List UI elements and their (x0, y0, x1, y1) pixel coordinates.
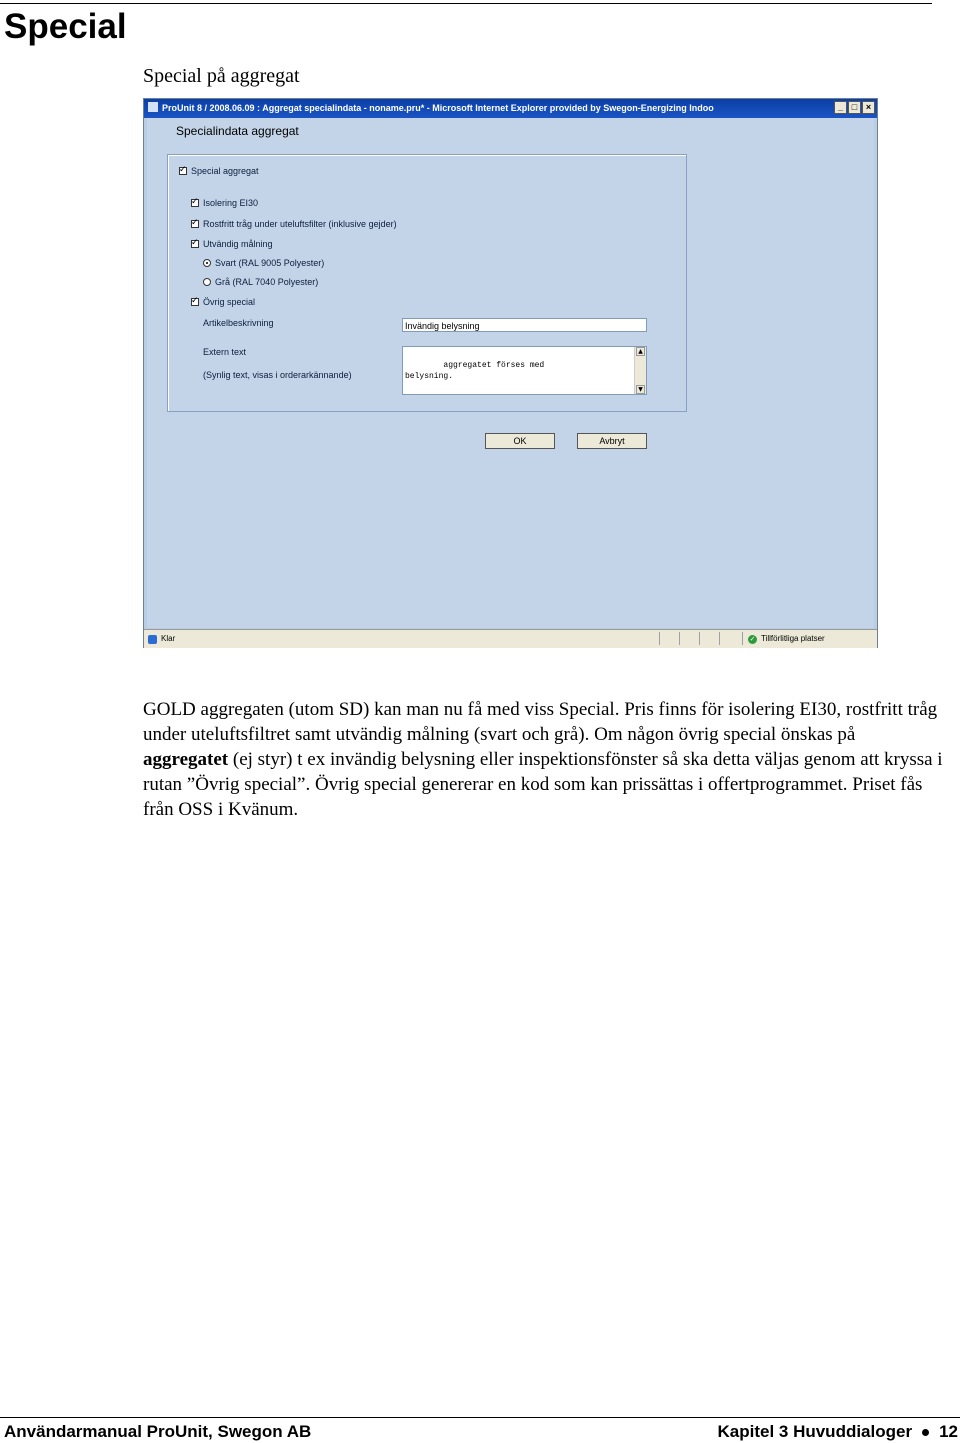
svart-label: Svart (RAL 9005 Polyester) (215, 258, 325, 268)
isolering-checkbox[interactable] (191, 199, 199, 207)
window-titlebar (144, 99, 877, 118)
zone-text: Tillförlitliga platser (761, 634, 825, 643)
status-divider (659, 632, 660, 645)
status-divider (742, 632, 743, 645)
utvandig-checkbox[interactable] (191, 240, 199, 248)
svart-radio[interactable] (203, 259, 211, 267)
ok-button[interactable]: OK (485, 433, 555, 449)
scroll-up-icon[interactable]: ▲ (636, 347, 645, 356)
body-text-2: (ej styr) t ex invändig belysning eller inspektionsfönster så ska detta väljas genom att kryssa i rutan ”Övrig special”. Övrig special genererar en kod som kan prissättas i offertprogrammet. Priset fås från OSS i Kvänum. (143, 749, 943, 820)
artikel-label: Artikelbeskrivning (203, 318, 274, 328)
ovrig-label: Övrig special (203, 297, 256, 307)
dialog-title: Specialindata aggregat (176, 124, 299, 138)
page-number: 12 (939, 1422, 958, 1441)
option-svart[interactable] (203, 258, 324, 268)
ovrig-checkbox[interactable] (191, 298, 199, 306)
body-text-1: GOLD aggregaten (utom SD) kan man nu få med viss Special. Pris finns för isolering EI30, rostfritt tråg under uteluftsfiltret samt utvändig målning (svart och grå). Om någon övrig special önskas på (143, 699, 938, 745)
utvandig-label: Utvändig målning (203, 239, 273, 249)
status-divider (719, 632, 720, 645)
rostfritt-checkbox[interactable] (191, 220, 199, 228)
option-isolering[interactable] (191, 198, 258, 208)
window-title: ProUnit 8 / 2008.06.09 : Aggregat specialindata - noname.pru* - Microsoft Internet Explorer provided by Swegon-Energizing Indoo (162, 103, 714, 113)
minimize-button[interactable]: _ (834, 101, 847, 114)
section-title: Special på aggregat (143, 65, 300, 87)
footer-left: Användarmanual ProUnit, Swegon AB (4, 1422, 312, 1441)
cancel-button[interactable]: Avbryt (577, 433, 647, 449)
status-divider (679, 632, 680, 645)
status-right (748, 630, 825, 648)
special-aggregat-checkbox[interactable] (179, 167, 187, 175)
rostfritt-label: Rostfritt tråg under uteluftsfilter (inklusive gejder) (203, 219, 397, 229)
option-utvandig[interactable] (191, 239, 273, 249)
artikel-input[interactable]: Invändig belysning (402, 318, 647, 332)
synlig-label: (Synlig text, visas i orderarkännande) (203, 370, 352, 380)
extern-textarea[interactable] (402, 346, 647, 395)
top-rule (0, 3, 932, 4)
gra-radio[interactable] (203, 278, 211, 286)
status-divider (699, 632, 700, 645)
maximize-button[interactable]: □ (848, 101, 861, 114)
status-text: Klar (161, 634, 176, 643)
footer-right (717, 1421, 958, 1443)
textarea-scrollbar[interactable] (634, 347, 646, 394)
gra-label: Grå (RAL 7040 Polyester) (215, 277, 319, 287)
option-ovrig[interactable] (191, 297, 255, 307)
footer-chapter: Kapitel 3 Huvuddialoger (717, 1422, 913, 1441)
bottom-rule (0, 1417, 960, 1418)
trusted-sites-icon: ✓ (749, 634, 756, 643)
window-controls (834, 101, 875, 114)
status-left (148, 630, 175, 648)
screenshot-window (143, 98, 878, 648)
dialog-client (147, 118, 874, 628)
extern-text: aggregatet förses med belysning. (405, 361, 545, 381)
isolering-label: Isolering EI30 (203, 198, 259, 208)
scroll-down-icon[interactable]: ▼ (636, 385, 645, 394)
option-gra[interactable] (203, 277, 318, 287)
app-icon (148, 102, 158, 112)
page-title: Special (4, 7, 127, 46)
option-special-aggregat[interactable] (179, 166, 259, 176)
body-bold: aggregatet (143, 749, 229, 770)
close-button[interactable]: × (862, 101, 875, 114)
option-rostfritt[interactable] (191, 219, 397, 229)
extern-label: Extern text (203, 347, 247, 357)
bullet-icon (922, 1429, 929, 1436)
page-icon (148, 635, 157, 644)
status-bar (144, 629, 877, 648)
options-group (167, 154, 687, 412)
body-paragraph (143, 697, 943, 822)
special-aggregat-label: Special aggregat (191, 166, 259, 176)
